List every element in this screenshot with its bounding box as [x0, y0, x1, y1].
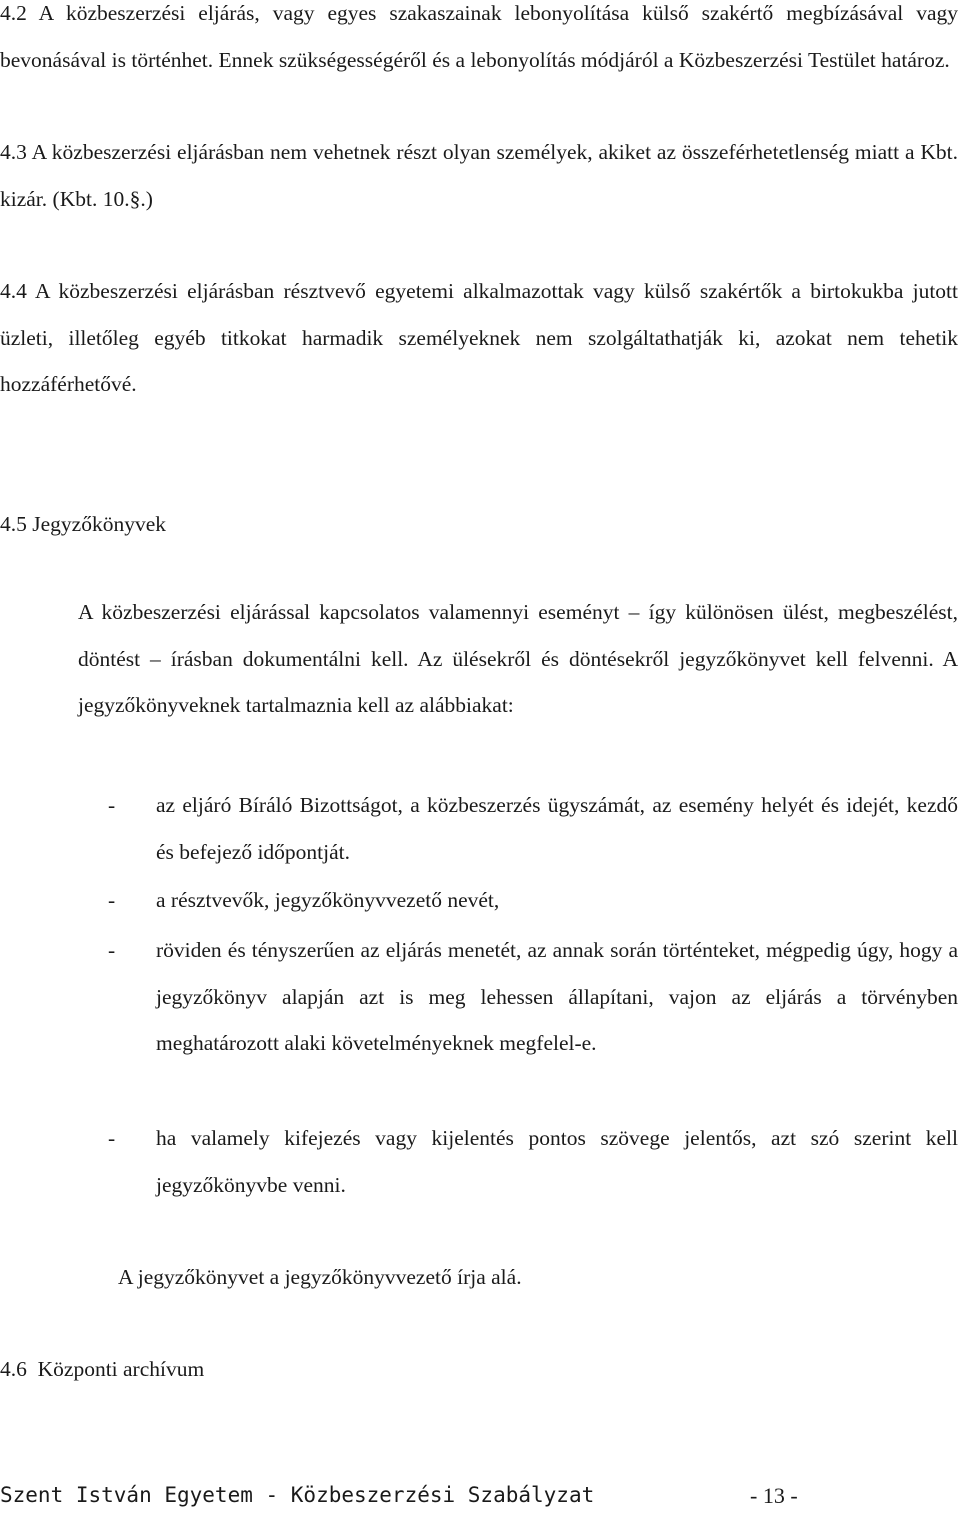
- section-4-3: [0, 129, 958, 222]
- section-text: A közbeszerzési eljárásban nem vehetnek részt olyan személyek, akiket az összeférhetetlenség miatt a Kbt. kizár. (Kbt. 10.§.): [0, 140, 958, 211]
- list-item: ha valamely kifejezés vagy kijelentés pontos szövege jelentős, azt szó szerint kell jegyzőkönyvbe venni.: [156, 1126, 958, 1197]
- list-item: röviden és tényszerűen az eljárás menetét, az annak során történteket, mégpedig úgy, hogy a jegyzőkönyv alapján azt is meg lehessen állapítani, vajon az eljárás a törvényben meghatározott alaki követelményeknek megfelel-e.: [156, 938, 958, 1055]
- section-number: 4.2: [0, 1, 27, 25]
- list-bullet: -: [108, 888, 116, 912]
- section-4-5-heading: 4.5 Jegyzőkönyvek: [0, 512, 166, 536]
- section-number: 4.4: [0, 279, 27, 303]
- section-4-5-intro: A közbeszerzési eljárással kapcsolatos valamennyi eseményt – így különösen ülést, megbeszélést, döntést – írásban dokumentálni kell. Az ülésekről és döntésekről jegyzőkönyvet kell felvenni. A jegyzőkönyveknek tartalmaznia kell az alábbiakat:: [78, 600, 958, 717]
- page-number: - 13 -: [750, 1483, 798, 1508]
- footer-title: Szent István Egyetem - Közbeszerzési Szabályzat: [0, 1483, 595, 1507]
- section-text: A közbeszerzési eljárás, vagy egyes szakaszainak lebonyolítása külső szakértő megbízásával vagy bevonásával is történhet. Ennek szükségességéről és a lebonyolítás módjáról a Közbeszerzési Testület határoz.: [0, 1, 958, 72]
- section-4-6-heading: 4.6 Központi archívum: [0, 1357, 205, 1381]
- list-bullet: -: [108, 1126, 116, 1150]
- list-bullet: -: [108, 793, 116, 817]
- page-footer: [0, 1479, 960, 1513]
- section-4-5-closing: A jegyzőkönyvet a jegyzőkönyvvezető írja alá.: [118, 1265, 522, 1289]
- section-number: 4.3: [0, 140, 27, 164]
- list-bullet: -: [108, 938, 116, 962]
- section-text: A közbeszerzési eljárásban résztvevő egyetemi alkalmazottak vagy külső szakértők a birtokukba jutott üzleti, illetőleg egyéb titkokat harmadik személyeknek nem szolgáltathatják ki, azokat nem tehetik hozzáférhetővé.: [0, 279, 958, 396]
- section-4-2: [0, 0, 958, 83]
- section-4-4: [0, 268, 958, 408]
- list-item: a résztvevők, jegyzőkönyvvezető nevét,: [156, 888, 500, 912]
- list-item: az eljáró Bíráló Bizottságot, a közbeszerzés ügyszámát, az esemény helyét és idejét, kezdő és befejező időpontját.: [156, 793, 958, 864]
